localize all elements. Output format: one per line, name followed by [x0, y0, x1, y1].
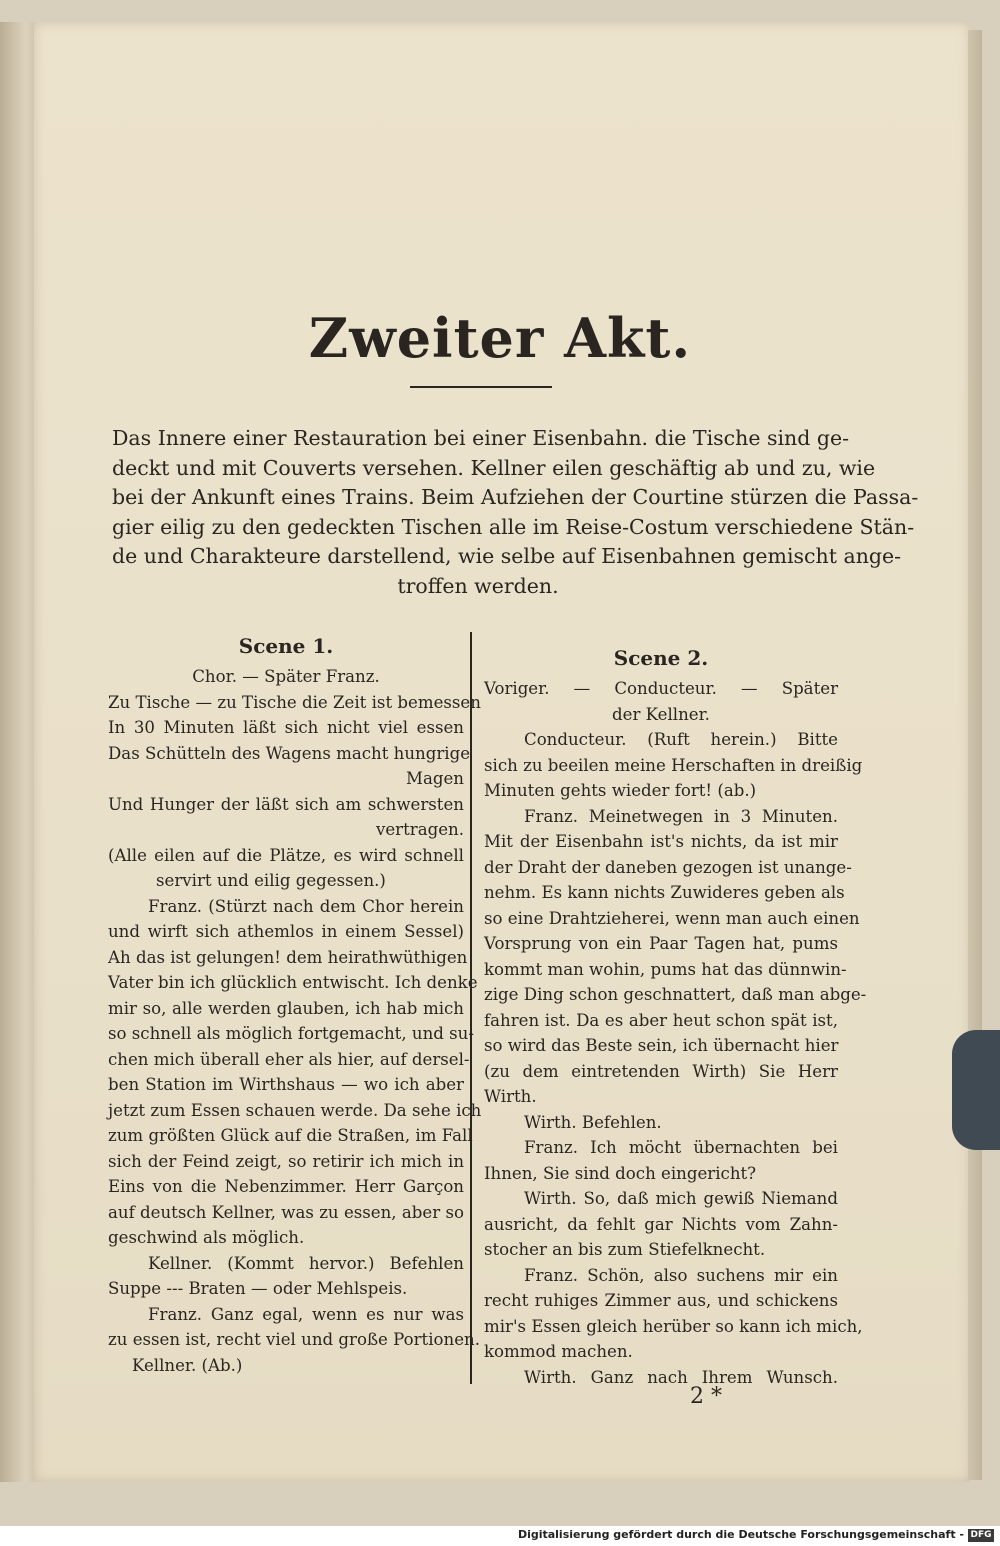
text-line: der Kellner.	[612, 704, 710, 724]
footer-bar	[0, 1526, 1000, 1546]
intro-line: bei der Ankunft eines Trains. Beim Aufziehen der Courtine stürzen die Passa-	[112, 485, 919, 509]
text-line: Wirth. So, daß mich gewiß Niemand	[524, 1189, 838, 1208]
text-line: kommt man wohin, pums hat das dünnwin-	[484, 959, 847, 979]
text-line: fahren ist. Da es aber heut schon spät ist,	[484, 1010, 838, 1030]
text-line: In 30 Minuten läßt sich nicht viel essen	[108, 718, 464, 737]
text-line: chen mich überall eher als hier, auf dersel-	[108, 1049, 470, 1069]
text-line: recht ruhiges Zimmer aus, und schickens	[484, 1291, 838, 1310]
text-line: und wirft sich athemlos in einem Sessel)	[108, 922, 464, 941]
footer-credit: Digitalisierung gefördert durch die Deutsche Forschungsgemeinschaft -	[517, 1528, 964, 1541]
text-line: Zu Tische — zu Tische die Zeit ist bemessen	[108, 692, 481, 712]
text-line: zum größten Glück auf die Straßen, im Fall	[108, 1126, 473, 1145]
left-column	[108, 628, 482, 1378]
text-line: Kellner. (Kommt hervor.) Befehlen	[148, 1253, 464, 1273]
text-line: sich zu beeilen meine Herschaften in dreißig	[484, 755, 863, 775]
text-line: so schnell als möglich fortgemacht, und su-	[108, 1024, 474, 1043]
signature-mark: 2 *	[690, 1384, 722, 1409]
text-line: sich der Feind zeigt, so retirir ich mich in	[108, 1151, 464, 1171]
text-line: geschwind als möglich.	[108, 1228, 305, 1247]
text-line: ben Station im Wirthshaus — wo ich aber	[108, 1075, 464, 1094]
text-line: Und Hunger der läßt sich am schwersten	[108, 794, 464, 814]
text-line: Conducteur. (Ruft herein.) Bitte	[524, 730, 838, 749]
scene-heading: Scene 1.	[238, 634, 334, 658]
text-line: Suppe --- Braten — oder Mehlspeis.	[108, 1279, 408, 1298]
right-page-edge	[968, 30, 982, 1480]
page-turn-tab[interactable]	[952, 1030, 1000, 1150]
intro-line: deckt und mit Couverts versehen. Kellner eilen geschäftig ab und zu, wie	[112, 455, 876, 480]
text-line: Minuten gehts wieder fort! (ab.)	[484, 781, 757, 800]
text-line: Ah das ist gelungen! dem heirathwüthigen	[108, 947, 468, 967]
text-line: Franz. Ich möcht übernachten bei	[524, 1138, 838, 1157]
text-line: so wird das Beste sein, ich übernacht hier	[484, 1036, 839, 1055]
left-page-edge	[0, 22, 36, 1482]
text-line: Wirth.	[484, 1087, 537, 1106]
text-line: Ihnen, Sie sind doch eingericht?	[484, 1163, 757, 1183]
text-line: Das Schütteln des Wagens macht hungrige	[108, 743, 471, 763]
intro-line: troffen werden.	[397, 573, 559, 598]
intro-line: Das Innere einer Restauration bei einer Eisenbahn. die Tische sind ge-	[112, 426, 850, 450]
text-line: Franz. (Stürzt nach dem Chor herein	[148, 896, 464, 916]
text-line: zu essen ist, recht viel und große Portionen.	[108, 1330, 480, 1349]
text-line: Kellner. (Ab.)	[132, 1355, 243, 1375]
text-line: vertragen.	[375, 820, 464, 839]
text-line: stocher an bis zum Stiefelknecht.	[484, 1240, 766, 1259]
text-line: Vorsprung von ein Paar Tagen hat, pums	[484, 934, 838, 953]
text-line: zige Ding schon geschnattert, daß man abge-	[484, 985, 867, 1004]
text-line: ausricht, da fehlt gar Nichts vom Zahn-	[484, 1214, 838, 1234]
column-divider	[470, 632, 472, 1384]
text-line: Franz. Ganz egal, wenn es nur was	[148, 1304, 464, 1324]
text-line: Wirth. Befehlen.	[524, 1112, 662, 1132]
text-line: mir so, alle werden glauben, ich hab mich	[108, 998, 464, 1018]
text-line: (zu dem eintretenden Wirth) Sie Herr	[484, 1061, 838, 1081]
intro-line: de und Charakteure darstellend, wie selbe auf Eisenbahnen gemischt ange-	[112, 544, 902, 568]
text-line: Voriger. — Conducteur. — Später	[484, 679, 838, 698]
intro-line: gier eilig zu den gedeckten Tischen alle im Reise-Costum verschiedene Stän-	[112, 514, 915, 539]
scene-characters: Chor. — Später Franz.	[192, 667, 380, 686]
right-column	[484, 640, 867, 1390]
title-rule	[410, 386, 552, 388]
text-line: (Alle eilen auf die Plätze, es wird schnell	[108, 845, 464, 865]
text-line: Franz. Schön, also suchens mir ein	[524, 1265, 838, 1285]
text-line: nehm. Es kann nichts Zuwideres geben als	[484, 883, 845, 902]
text-line: jetzt zum Essen schauen werde. Da sehe ich	[108, 1100, 482, 1120]
scene-heading: Scene 2.	[613, 646, 709, 670]
text-line: Vater bin ich glücklich entwischt. Ich denke	[108, 973, 478, 992]
text-line: Magen	[405, 769, 464, 788]
text-line: mir's Essen gleich herüber so kann ich mich,	[484, 1316, 863, 1336]
text-line: Eins von die Nebenzimmer. Herr Garçon	[108, 1177, 464, 1196]
text-line: kommod machen.	[484, 1342, 633, 1361]
text-line: auf deutsch Kellner, was zu essen, aber so	[108, 1202, 464, 1222]
act-title: Zweiter Akt.	[308, 306, 692, 370]
text-line: servirt und eilig gegessen.)	[156, 871, 386, 890]
text-line: Franz. Meinetwegen in 3 Minuten.	[524, 806, 838, 826]
text-line: so eine Drahtzieherei, wenn man auch einen	[484, 908, 860, 928]
stage-direction	[112, 424, 919, 601]
text-line: der Draht der daneben gezogen ist unange-	[484, 857, 852, 877]
text-line: Wirth. Ganz nach Ihrem Wunsch.	[524, 1367, 838, 1387]
dfg-logo[interactable]: DFG	[968, 1529, 994, 1542]
text-line: Mit der Eisenbahn ist's nichts, da ist mir	[484, 832, 838, 851]
